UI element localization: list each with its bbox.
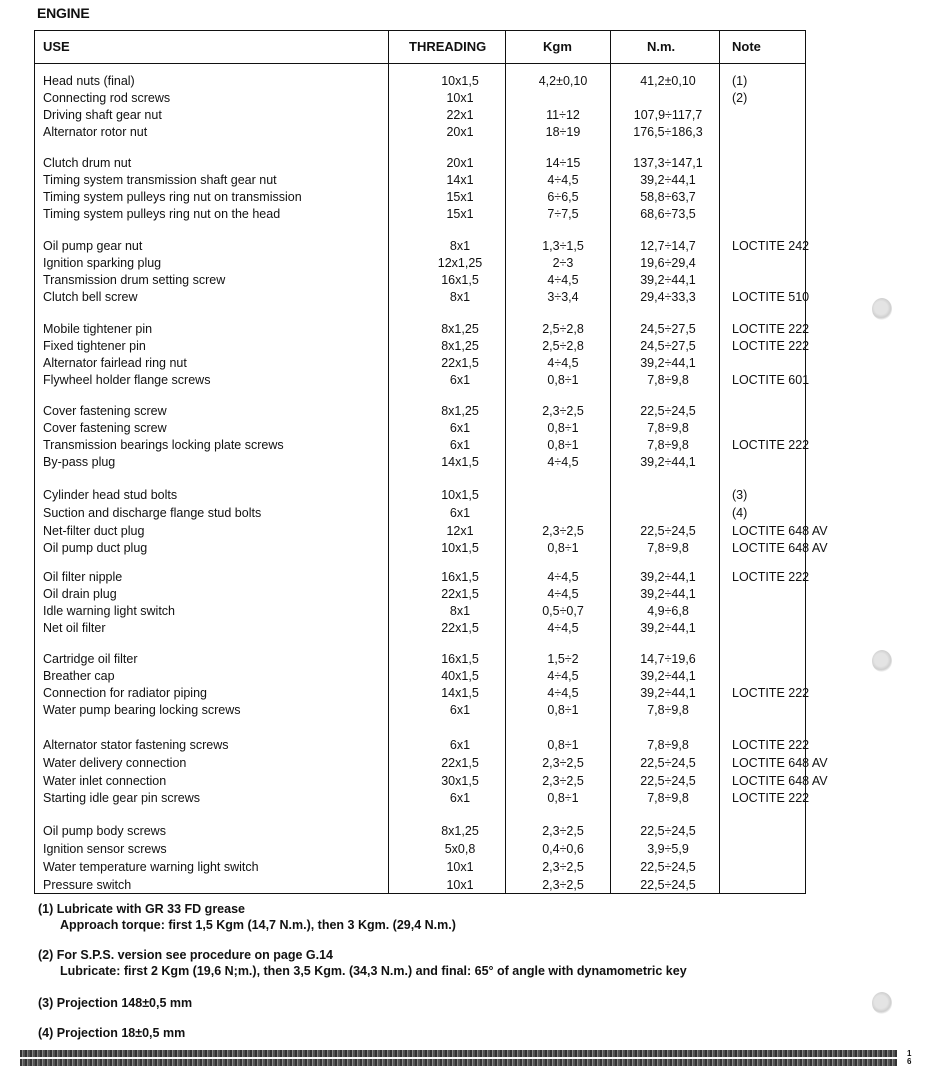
page-number-sub: 6 [907,1057,912,1066]
cell-note: (3) [732,488,748,502]
cell-nm: 39,2÷44,1 [640,669,696,683]
cell-use: Cover fastening screw [43,421,167,435]
cell-threading: 16x1,5 [441,652,479,666]
cell-note: LOCTITE 222 [732,738,810,752]
cell-threading: 6x1 [449,791,471,805]
cell-nm: 12,7÷14,7 [640,239,696,253]
cell-use: Starting idle gear pin screws [43,791,201,805]
cell-use: Clutch drum nut [43,156,132,170]
cell-use: Water pump bearing locking screws [43,703,241,717]
cell-threading: 22x1,5 [441,756,479,770]
cell-use: Flywheel holder flange screws [43,373,211,387]
cell-threading: 30x1,5 [441,774,479,788]
cell-threading: 8x1,25 [441,404,479,418]
footnote-4 [38,1026,185,1040]
cell-kgm: 3÷3,4 [547,290,579,304]
cell-threading: 8x1,25 [441,824,479,838]
cell-kgm: 2,3÷2,5 [542,860,584,874]
cell-threading: 6x1 [449,373,471,387]
cell-threading: 22x1 [446,108,474,122]
cell-threading: 20x1 [446,156,474,170]
cell-note: (1) [732,74,748,88]
cell-use: Driving shaft gear nut [43,108,162,122]
cell-threading: 10x1 [446,878,474,892]
cell-nm: 39,2÷44,1 [640,455,696,469]
cell-use: Connecting rod screws [43,91,171,105]
cell-note: LOCTITE 222 [732,322,810,336]
cell-threading: 12x1,25 [437,256,483,270]
cell-nm: 58,8÷63,7 [640,190,696,204]
cell-kgm: 1,5÷2 [547,652,579,666]
cell-nm: 7,8÷9,8 [647,703,689,717]
cell-nm: 3,9÷5,9 [647,842,689,856]
cell-note: LOCTITE 648 AV [732,541,828,555]
cell-use: Net oil filter [43,621,106,635]
cell-use: Breather cap [43,669,115,683]
cell-threading: 6x1 [449,421,471,435]
cell-kgm: 0,8÷1 [547,703,579,717]
footnote-text: (2) For S.P.S. version see procedure on page G.14 [38,948,334,962]
cell-kgm: 2,3÷2,5 [542,824,584,838]
cell-nm: 7,8÷9,8 [647,421,689,435]
table-header [35,31,805,64]
cell-nm: 39,2÷44,1 [640,621,696,635]
cell-kgm: 2,3÷2,5 [542,404,584,418]
footnote-subtext: Lubricate: first 2 Kgm (19,6 N;m.), then 3,5 Kgm. (34,3 N.m.) and final: 65° of angle with dynamometric key [60,964,687,978]
cell-use: Head nuts (final) [43,74,135,88]
cell-threading: 6x1 [449,703,471,717]
cell-use: Connection for radiator piping [43,686,207,700]
cell-kgm: 0,8÷1 [547,541,579,555]
cell-use: Idle warning light switch [43,604,176,618]
column-divider [388,31,389,893]
cell-threading: 6x1 [449,738,471,752]
cell-use: Oil pump duct plug [43,541,148,555]
cell-threading: 10x1,5 [441,74,479,88]
cell-kgm: 4÷4,5 [547,455,579,469]
cell-threading: 8x1 [449,239,471,253]
cell-threading: 14x1 [446,173,474,187]
cell-kgm: 0,4÷0,6 [542,842,584,856]
cell-use: Water delivery connection [43,756,187,770]
cell-note: LOCTITE 648 AV [732,774,828,788]
cell-kgm: 2,5÷2,8 [542,322,584,336]
cell-use: Net-filter duct plug [43,524,145,538]
cell-threading: 16x1,5 [441,570,479,584]
page-title: ENGINE [37,5,90,21]
page-number-main: 1 [907,1049,912,1058]
cell-threading: 8x1,25 [441,339,479,353]
cell-kgm: 7÷7,5 [547,207,579,221]
cell-note: (4) [732,506,748,520]
cell-use: Ignition sensor screws [43,842,167,856]
cell-threading: 10x1,5 [441,541,479,555]
cell-threading: 14x1,5 [441,455,479,469]
cell-use: Oil pump body screws [43,824,166,838]
cell-use: By-pass plug [43,455,116,469]
cell-nm: 39,2÷44,1 [640,356,696,370]
cell-kgm: 2,3÷2,5 [542,774,584,788]
cell-nm: 107,9÷117,7 [633,108,703,122]
footnote-3 [38,996,192,1010]
cell-use: Oil drain plug [43,587,117,601]
cell-threading: 10x1,5 [441,488,479,502]
cell-threading: 5x0,8 [444,842,476,856]
footnote-text: (1) Lubricate with GR 33 FD grease [38,902,245,916]
cell-kgm: 18÷19 [545,125,581,139]
cell-nm: 22,5÷24,5 [640,756,696,770]
cell-nm: 39,2÷44,1 [640,587,696,601]
cell-threading: 16x1,5 [441,273,479,287]
cell-kgm: 4÷4,5 [547,173,579,187]
cell-nm: 68,6÷73,5 [640,207,696,221]
cell-kgm: 0,8÷1 [547,791,579,805]
cell-nm: 39,2÷44,1 [640,570,696,584]
cell-kgm: 4÷4,5 [547,273,579,287]
cell-threading: 8x1 [449,604,471,618]
cell-kgm: 2,3÷2,5 [542,524,584,538]
cell-nm: 24,5÷27,5 [640,339,696,353]
cell-kgm: 4÷4,5 [547,686,579,700]
cell-kgm: 0,8÷1 [547,373,579,387]
cell-kgm: 0,8÷1 [547,738,579,752]
cell-nm: 176,5÷186,3 [633,125,703,139]
cell-kgm: 4÷4,5 [547,356,579,370]
cell-use: Mobile tightener pin [43,322,153,336]
cell-use: Cover fastening screw [43,404,167,418]
cell-nm: 7,8÷9,8 [647,438,689,452]
punch-hole-icon [872,992,892,1014]
cell-use: Transmission drum setting screw [43,273,226,287]
cell-threading: 10x1 [446,91,474,105]
cell-threading: 22x1,5 [441,356,479,370]
cell-use: Timing system transmission shaft gear nut [43,173,277,187]
cell-use: Alternator fairlead ring nut [43,356,187,370]
cell-use: Water temperature warning light switch [43,860,259,874]
cell-kgm: 2,3÷2,5 [542,878,584,892]
cell-nm: 24,5÷27,5 [640,322,696,336]
cell-use: Cylinder head stud bolts [43,488,178,502]
cell-kgm: 4÷4,5 [547,570,579,584]
cell-note: LOCTITE 648 AV [732,756,828,770]
footnote-text: (3) Projection 148±0,5 mm [38,996,193,1010]
cell-kgm: 4÷4,5 [547,621,579,635]
cell-nm: 22,5÷24,5 [640,524,696,538]
cell-nm: 7,8÷9,8 [647,541,689,555]
cell-nm: 7,8÷9,8 [647,373,689,387]
cell-kgm: 11÷12 [546,108,580,122]
cell-threading: 15x1 [446,207,474,221]
cell-kgm: 2,3÷2,5 [542,756,584,770]
cell-note: LOCTITE 601 [732,373,810,387]
cell-nm: 39,2÷44,1 [640,686,696,700]
header-nm: N.m. [647,39,676,54]
cell-use: Water inlet connection [43,774,167,788]
cell-nm: 41,2±0,10 [640,74,696,88]
cell-threading: 10x1 [446,860,474,874]
cell-nm: 19,6÷29,4 [640,256,696,270]
cell-note: LOCTITE 222 [732,791,810,805]
cell-use: Fixed tightener pin [43,339,146,353]
cell-kgm: 0,8÷1 [547,438,579,452]
torque-table [34,30,828,894]
cell-use: Alternator rotor nut [43,125,148,139]
cell-note: LOCTITE 222 [732,339,810,353]
cell-note: LOCTITE 242 [732,239,810,253]
cell-nm: 22,5÷24,5 [640,824,696,838]
cell-kgm: 2÷3 [552,256,574,270]
cell-kgm: 4÷4,5 [547,587,579,601]
cell-nm: 7,8÷9,8 [647,791,689,805]
cell-note: LOCTITE 222 [732,570,810,584]
cell-use: Cartridge oil filter [43,652,138,666]
cell-threading: 22x1,5 [441,587,479,601]
cell-nm: 7,8÷9,8 [647,738,689,752]
cell-use: Suction and discharge flange stud bolts [43,506,262,520]
cell-use: Alternator stator fastening screws [43,738,229,752]
punch-hole-icon [872,650,892,672]
cell-use: Ignition sparking plug [43,256,162,270]
cell-nm: 39,2÷44,1 [640,173,696,187]
header-use: USE [43,39,70,54]
header-note: Note [732,39,761,54]
cell-threading: 8x1 [449,290,471,304]
header-threading: THREADING [409,39,487,54]
cell-use: Transmission bearings locking plate screws [43,438,284,452]
cell-nm: 22,5÷24,5 [640,774,696,788]
cell-nm: 14,7÷19,6 [640,652,696,666]
cell-kgm: 4,2±0,10 [538,74,588,88]
cell-threading: 15x1 [446,190,474,204]
cell-threading: 14x1,5 [441,686,479,700]
cell-use: Oil pump gear nut [43,239,143,253]
cell-note: LOCTITE 222 [732,686,810,700]
page-number [907,1050,911,1066]
punch-hole-icon [872,298,892,320]
cell-nm: 29,4÷33,3 [640,290,696,304]
header-kgm: Kgm [543,39,572,54]
cell-threading: 8x1,25 [441,322,479,336]
cell-use: Timing system pulleys ring nut on transmission [43,190,302,204]
cell-kgm: 14÷15 [545,156,581,170]
footnote-2 [38,948,687,978]
cell-nm: 39,2÷44,1 [640,273,696,287]
cell-use: Timing system pulleys ring nut on the head [43,207,281,221]
cell-kgm: 1,3÷1,5 [542,239,584,253]
cell-threading: 6x1 [449,438,471,452]
footnote-subtext: Approach torque: first 1,5 Kgm (14,7 N.m.), then 3 Kgm. (29,4 N.m.) [60,918,456,932]
cell-threading: 22x1,5 [441,621,479,635]
footer-rule [20,1050,897,1066]
footnote-text: (4) Projection 18±0,5 mm [38,1026,186,1040]
cell-threading: 20x1 [446,125,474,139]
cell-note: LOCTITE 222 [732,438,810,452]
cell-nm: 22,5÷24,5 [640,860,696,874]
cell-threading: 12x1 [446,524,474,538]
cell-kgm: 4÷4,5 [547,669,579,683]
cell-threading: 6x1 [449,506,471,520]
cell-nm: 22,5÷24,5 [640,878,696,892]
cell-note: LOCTITE 510 [732,290,810,304]
cell-note: LOCTITE 648 AV [732,524,828,538]
cell-use: Oil filter nipple [43,570,123,584]
cell-nm: 22,5÷24,5 [640,404,696,418]
cell-kgm: 2,5÷2,8 [542,339,584,353]
cell-kgm: 0,8÷1 [547,421,579,435]
cell-threading: 40x1,5 [441,669,479,683]
cell-use: Clutch bell screw [43,290,138,304]
footnote-1 [38,902,456,932]
cell-kgm: 6÷6,5 [547,190,579,204]
cell-nm: 137,3÷147,1 [633,156,703,170]
cell-use: Pressure switch [43,878,132,892]
cell-kgm: 0,5÷0,7 [542,604,584,618]
cell-note: (2) [732,91,748,105]
cell-nm: 4,9÷6,8 [647,604,689,618]
